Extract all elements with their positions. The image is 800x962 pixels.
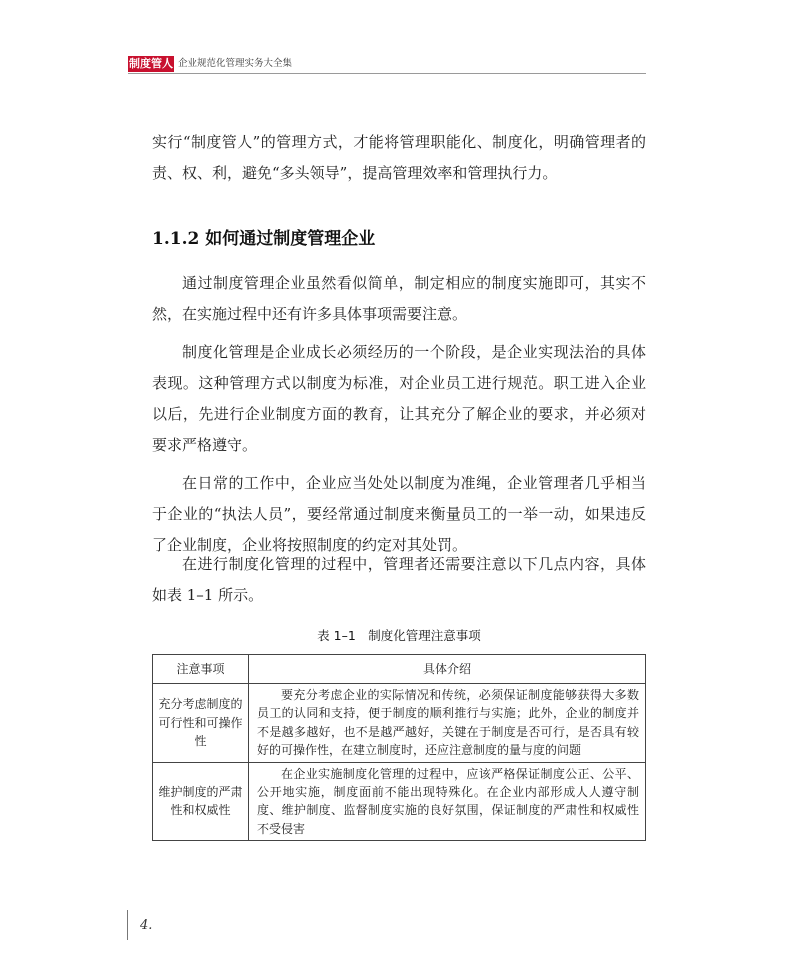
page-number: 4. bbox=[140, 918, 153, 933]
table-cell-item: 维护制度的严肃性和权威性 bbox=[153, 762, 249, 841]
series-logo: 制度管人 bbox=[129, 57, 173, 70]
table-row bbox=[153, 762, 646, 841]
body-paragraph-1: 通过制度管理企业虽然看似简单，制定相应的制度实施即可，其实不然，在实施过程中还有许多具体事项需要注意。 bbox=[152, 274, 646, 323]
table-cell-detail: 在企业实施制度化管理的过程中，应该严格保证制度公正、公平、公开地实施，制度面前不能出现特殊化。在企业内部形成人人遵守制度、维护制度、监督制度实施的良好氛围，保证制度的严肃性和权威性不受侵害 bbox=[249, 762, 646, 841]
table-header-cell: 具体介绍 bbox=[249, 655, 646, 684]
precautions-table bbox=[152, 654, 646, 841]
intro-paragraph: 实行“制度管人”的管理方式，才能将管理职能化、制度化，明确管理者的责、权、利，避免“多头领导”，提高管理效率和管理执行力。 bbox=[152, 133, 646, 182]
body-paragraph-2: 制度化管理是企业成长必须经历的一个阶段，是企业实现法治的具体表现。这种管理方式以制度为标准，对企业员工进行规范。职工进入企业以后，先进行企业制度方面的教育，让其充分了解企业的要求，并必须对要求严格遵守。 bbox=[152, 343, 646, 454]
body-paragraph-4: 在进行制度化管理的过程中，管理者还需要注意以下几点内容，具体如表 1–1 所示。 bbox=[152, 555, 646, 604]
table-header-cell: 注意事项 bbox=[153, 655, 249, 684]
header-rule bbox=[128, 73, 646, 74]
body-paragraph-3: 在日常的工作中，企业应当处处以制度为准绳，企业管理者几乎相当于企业的“执法人员”，要经常通过制度来衡量员工的一举一动，如果违反了企业制度，企业将按照制度的约定对其处罚。 bbox=[152, 474, 646, 554]
table-row bbox=[153, 684, 646, 763]
series-title: 企业规范化管理实务大全集 bbox=[178, 58, 293, 69]
footer-rule bbox=[127, 910, 128, 940]
section-heading: 1.1.2 如何通过制度管理企业 bbox=[152, 229, 376, 249]
table-cell-item: 充分考虑制度的可行性和可操作性 bbox=[153, 684, 249, 763]
table-header-row bbox=[153, 655, 646, 684]
running-header bbox=[128, 56, 646, 74]
table-caption: 表 1–1 制度化管理注意事项 bbox=[317, 628, 481, 643]
table-cell-detail: 要充分考虑企业的实际情况和传统，必须保证制度能够获得大多数员工的认同和支持，便于制度的顺利推行与实施；此外，企业的制度并不是越多越好，也不是越严越好，关键在于制度是否可行，是否具有较好的可操作性，在建立制度时，还应注意制度的量与度的问题 bbox=[249, 684, 646, 763]
